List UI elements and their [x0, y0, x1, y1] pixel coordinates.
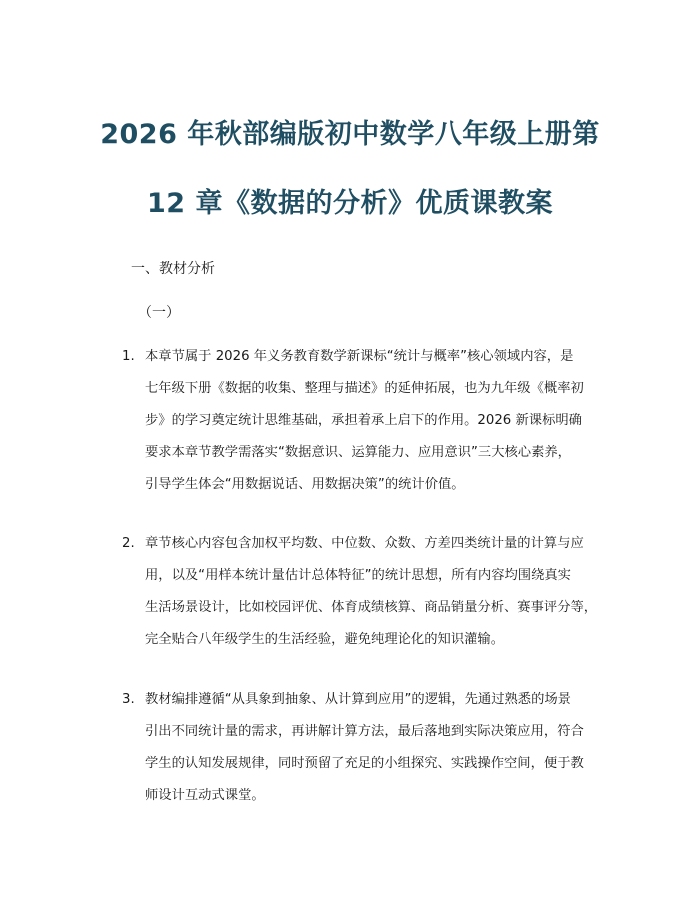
document-title-line-2: 12 章《数据的分析》优质课教案 [147, 188, 553, 219]
sub-heading: （一） [138, 305, 180, 321]
list-item-number: 2. [122, 536, 135, 551]
list-item-number: 1. [122, 349, 135, 364]
text-line: 本章节属于 2026 年义务教育数学新课标“统计与概率”核心领域内容，是 [145, 349, 574, 364]
text-line: 学生的认知发展规律，同时预留了充足的小组探究、实践操作空间，便于教 [145, 756, 584, 771]
section-heading: 一、教材分析 [131, 261, 215, 277]
text-line: 引导学生体会“用数据说话、用数据决策”的统计价值。 [145, 477, 465, 492]
text-line: 步》的学习奠定统计思维基础，承担着承上启下的作用。2026 新课标明确 [145, 413, 582, 428]
text-line: 完全贴合八年级学生的生活经验，避免纯理论化的知识灌输。 [145, 632, 505, 647]
text-line: 师设计互动式课堂。 [145, 788, 265, 803]
text-line: 生活场景设计，比如校园评优、体育成绩核算、商品销量分析、赛事评分等， [145, 600, 598, 615]
text-line: 教材编排遵循“从具象到抽象、从计算到应用”的逻辑，先通过熟悉的场景 [145, 692, 571, 707]
list-item-text [145, 341, 615, 501]
list-item-number: 3. [122, 692, 135, 707]
document-title-line-1: 2026 年秋部编版初中数学八年级上册第 [100, 119, 600, 150]
text-line: 章节核心内容包含加权平均数、中位数、众数、方差四类统计量的计算与应 [145, 536, 584, 551]
text-line: 用，以及“用样本统计量估计总体特征”的统计思想，所有内容均围绕真实 [145, 568, 571, 583]
text-line: 要求本章节教学需落实“数据意识、运算能力、应用意识”三大核心素养， [145, 445, 571, 460]
list-item-text [145, 528, 615, 656]
list-item-text [145, 684, 615, 812]
text-line: 引出不同统计量的需求，再讲解计算方法，最后落地到实际决策应用，符合 [145, 724, 584, 739]
text-line: 七年级下册《数据的收集、整理与描述》的延伸拓展，也为九年级《概率初 [145, 381, 584, 396]
